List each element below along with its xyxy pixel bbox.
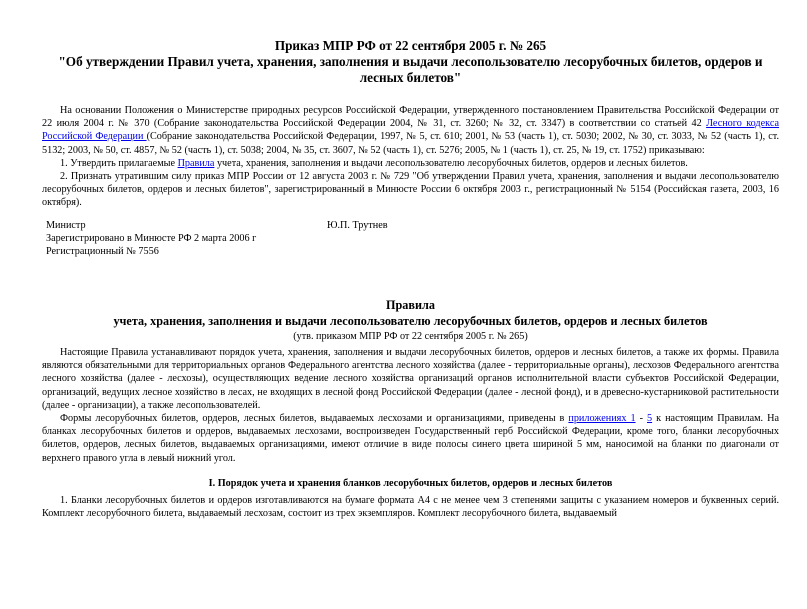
order-item-1-text-cont: учета, хранения, заполнения и выдачи лесопользователю лесорубочных билетов, ордеров и лесных билетов. [214,157,688,169]
registration-date: Зарегистрировано в Минюсте РФ 2 марта 2006 г [46,232,257,244]
rules-paragraph-1: Настоящие Правила устанавливают порядок учета, хранения, заполнения и выдачи лесорубочных билетов, ордеров и лесных билетов, а также их формы. Правила являются обязательными для территориальных органов Федерального агентства лесного хозяйства (далее - территориальные органы), лесхозов Федерального агентства лесного хозяйства (далее - лесхозы), осуществляющих ведение лесного хозяйства организаций органов исполнительной власти субъектов Российской Федерации, организаций, ведущих лесное хозяйство в лесах, не входящих в лесной фонд Российской Федерации (далее - лесной фонд), и в древесно-кустарниковой растительности (далее - организации), а также лесопользователей. [42,347,779,411]
appendix-dash: - [635,413,647,425]
rules-paragraph-2 [42,412,779,465]
section-1-title: I. Порядок учета и хранения бланков лесорубочных билетов, ордеров и лесных билетов [208,477,613,489]
appendix-1-link[interactable]: приложениях 1 [568,413,636,425]
rules-heading: Правила [386,298,435,313]
signature-row [46,219,783,232]
section-1-paragraph-1: 1. Бланки лесорубочных билетов и ордеров изготавливаются на бумаге формата А4 с не менее чем 3 степенями защиты с указанием номеров и буквенных серий. Комплект лесорубочного билета, выдаваемый лесхозам, состоит из трех экземпляров. Комплект лесорубочного билета, выдаваемый [42,495,779,520]
order-item-1-text: 1. Утвердить прилагаемые [60,157,178,169]
document-title-line1: Приказ МПР РФ от 22 сентября 2005 г. № 265 [274,38,547,53]
appendix-5-link[interactable]: 5 [647,413,653,425]
rules-paragraph-2-text-cont: к настоящим Правилам. На бланках лесорубочных билетов и ордеров, выдаваемых лесхозами, воспроизведен Государственный герб Российской Федерации, кроме того, бланки лесорубочных билетов, ордеров, лесных билетов, выдаваемых организациями, имеют отличие в виде полосы синего цвета шириной 5 мм, наносимой на бланки по диагонали от верхнего правого угла в левый нижний угол. [42,413,779,464]
order-item-1 [42,157,779,170]
order-item-2: 2. Признать утратившим силу приказ МПР России от 12 августа 2003 г. № 729 "Об утверждении Правил учета, хранения, заполнения и выдачи лесопользователю лесорубочных билетов, ордеров и лесных билетов", зарегистрированный в Минюсте России 6 октября 2003 г., регистрационный № 5154 (Российская газета, 2003, 16 октября). [42,171,779,209]
minister-position: Министр [46,219,86,231]
rules-subheading: учета, хранения, заполнения и выдачи лесопользователю лесорубочных билетов, ордеров и лесных билетов [113,314,708,329]
rules-paragraph-2-text: Формы лесорубочных билетов, ордеров, лесных билетов, выдаваемых лесхозами и организациями, приведены в [60,413,569,425]
rules-link[interactable]: Правила [177,157,215,169]
document-title [42,38,779,86]
signature-block [46,219,783,259]
order-intro-text: На основании Положения о Министерстве природных ресурсов Российской Федерации, утвержденного постановлением Правительства Российской Федерации от 22 июля 2004 г. № 370 (Собрание законодательства Российской Федерации 2004, № 31, ст. 3260; № 32, ст. 3347) в соответствии со статьей 42 [42,105,779,130]
minister-name: Ю.П. Трутнев [327,219,388,231]
registration-number: Регистрационный № 7556 [46,246,159,258]
rules-heading-block [42,298,779,330]
forest-code-link[interactable]: Лесного кодекса Российской Федерации [42,118,779,143]
order-intro-text-cont: (Собрание законодательства Российской Федерации, 1997, № 5, ст. 610; 2001, № 53 (часть 1), ст. 5030; 2002, № 30, ст. 3033, № 52 (часть 1), ст. 5132; 2003, № 50, ст. 4857, № 52 (часть 1), ст. 5038; 2004, № 35, ст. 3607, № 52 (часть 1), ст. 5276; 2005, № 1 (часть 1), ст. 25, № 19, ст. 1752) приказываю: [42,131,779,156]
rules-approved-note: (утв. приказом МПР РФ от 22 сентября 2005 г. № 265) [293,330,528,342]
document-title-line2: "Об утверждении Правил учета, хранения, заполнения и выдачи лесопользователю лесорубочных билетов, ордеров и лесных билетов" [58,54,763,85]
document-page [0,38,807,609]
order-intro-paragraph [42,104,779,157]
